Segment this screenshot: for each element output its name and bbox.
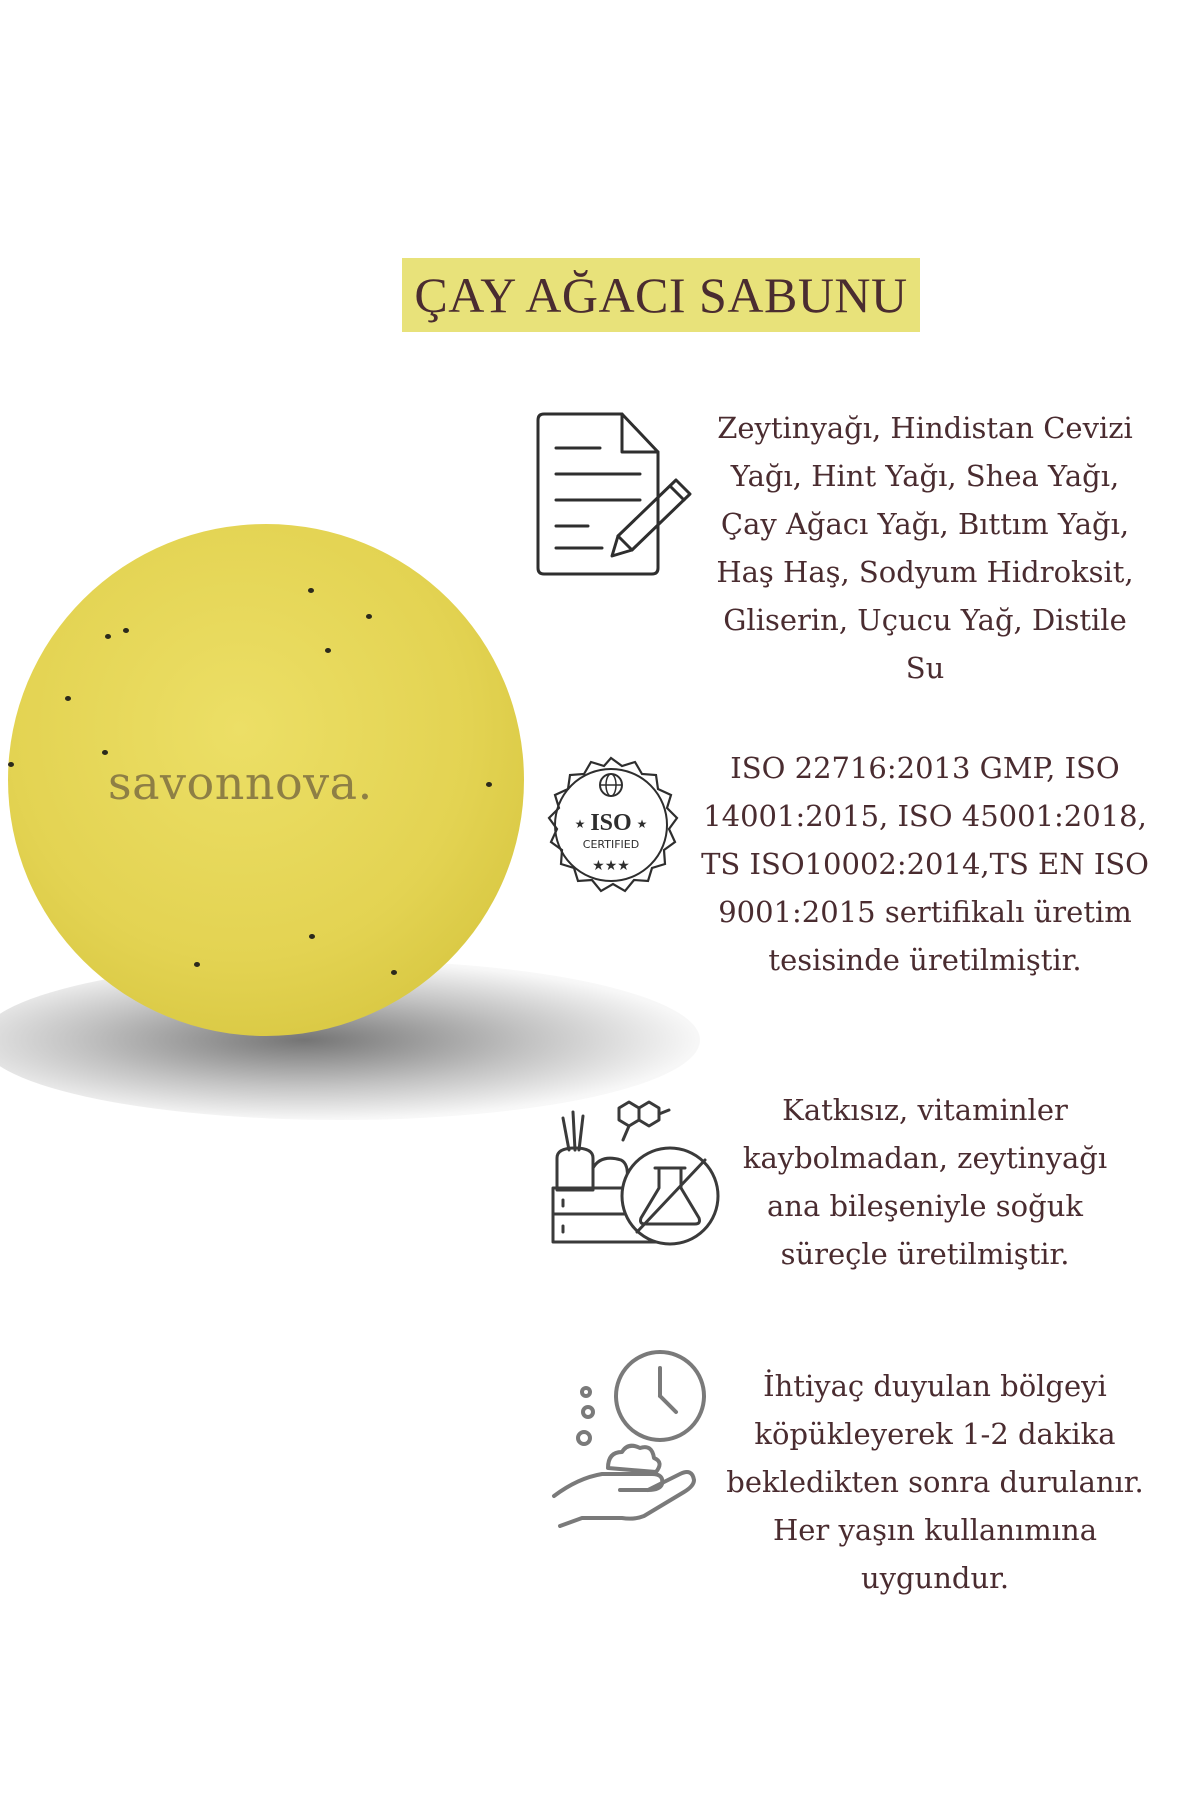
poppy-seed xyxy=(486,782,492,787)
iso-certified-badge-icon xyxy=(528,742,694,908)
iso-badge-sublabel: CERTIFIED xyxy=(582,838,640,851)
poppy-seed xyxy=(309,934,315,939)
poppy-seed xyxy=(194,962,200,967)
poppy-seed xyxy=(325,648,331,653)
poppy-seed xyxy=(65,696,71,701)
brand-logo: savonnova. xyxy=(108,756,373,810)
poppy-seed xyxy=(105,634,111,639)
soap-bar xyxy=(8,524,524,1036)
hand-foam-timer-icon xyxy=(548,1348,718,1528)
product-title-banner xyxy=(402,258,920,332)
svg-text:★: ★ xyxy=(636,817,648,831)
usage-instructions-text: İhtiyaç duyulan bölgeyi köpükleyerek 1-2 dakika bekledikten sonra durulanır. Her yaşın kullanımına uygundur. xyxy=(726,1369,1144,1595)
iso-certification-text: ISO 22716:2013 GMP, ISO 14001:2015, ISO 45001:2018, TS ISO10002:2014,TS EN ISO 9001:2015 sertifikalı üretim tesisinde üretilmiştir. xyxy=(701,751,1149,977)
poppy-seed xyxy=(8,762,14,767)
poppy-seed xyxy=(102,750,108,755)
natural-production-text: Katkısız, vitaminler kaybolmadan, zeytinyağı ana bileşeniyle soğuk süreçle üretilmiştir. xyxy=(742,1093,1108,1271)
poppy-seed xyxy=(391,970,397,975)
svg-text:★★★: ★★★ xyxy=(592,858,630,874)
poppy-seed xyxy=(366,614,372,619)
natural-no-chemicals-icon xyxy=(545,1090,725,1260)
ingredients-text: Zeytinyağı, Hindistan Cevizi Yağı, Hint Yağı, Shea Yağı, Çay Ağacı Yağı, Bıttım Yağı, Haş Haş, Sodyum Hidroksit, Gliserin, Uçucu Yağ, Distile Su xyxy=(716,411,1134,685)
poppy-seed xyxy=(123,628,129,633)
poppy-seed xyxy=(308,588,314,593)
ingredients-document-icon xyxy=(530,408,700,578)
iso-badge-label: ISO xyxy=(590,810,632,836)
svg-text:★: ★ xyxy=(574,817,586,831)
product-title: ÇAY AĞACI SABUNU xyxy=(414,267,908,323)
